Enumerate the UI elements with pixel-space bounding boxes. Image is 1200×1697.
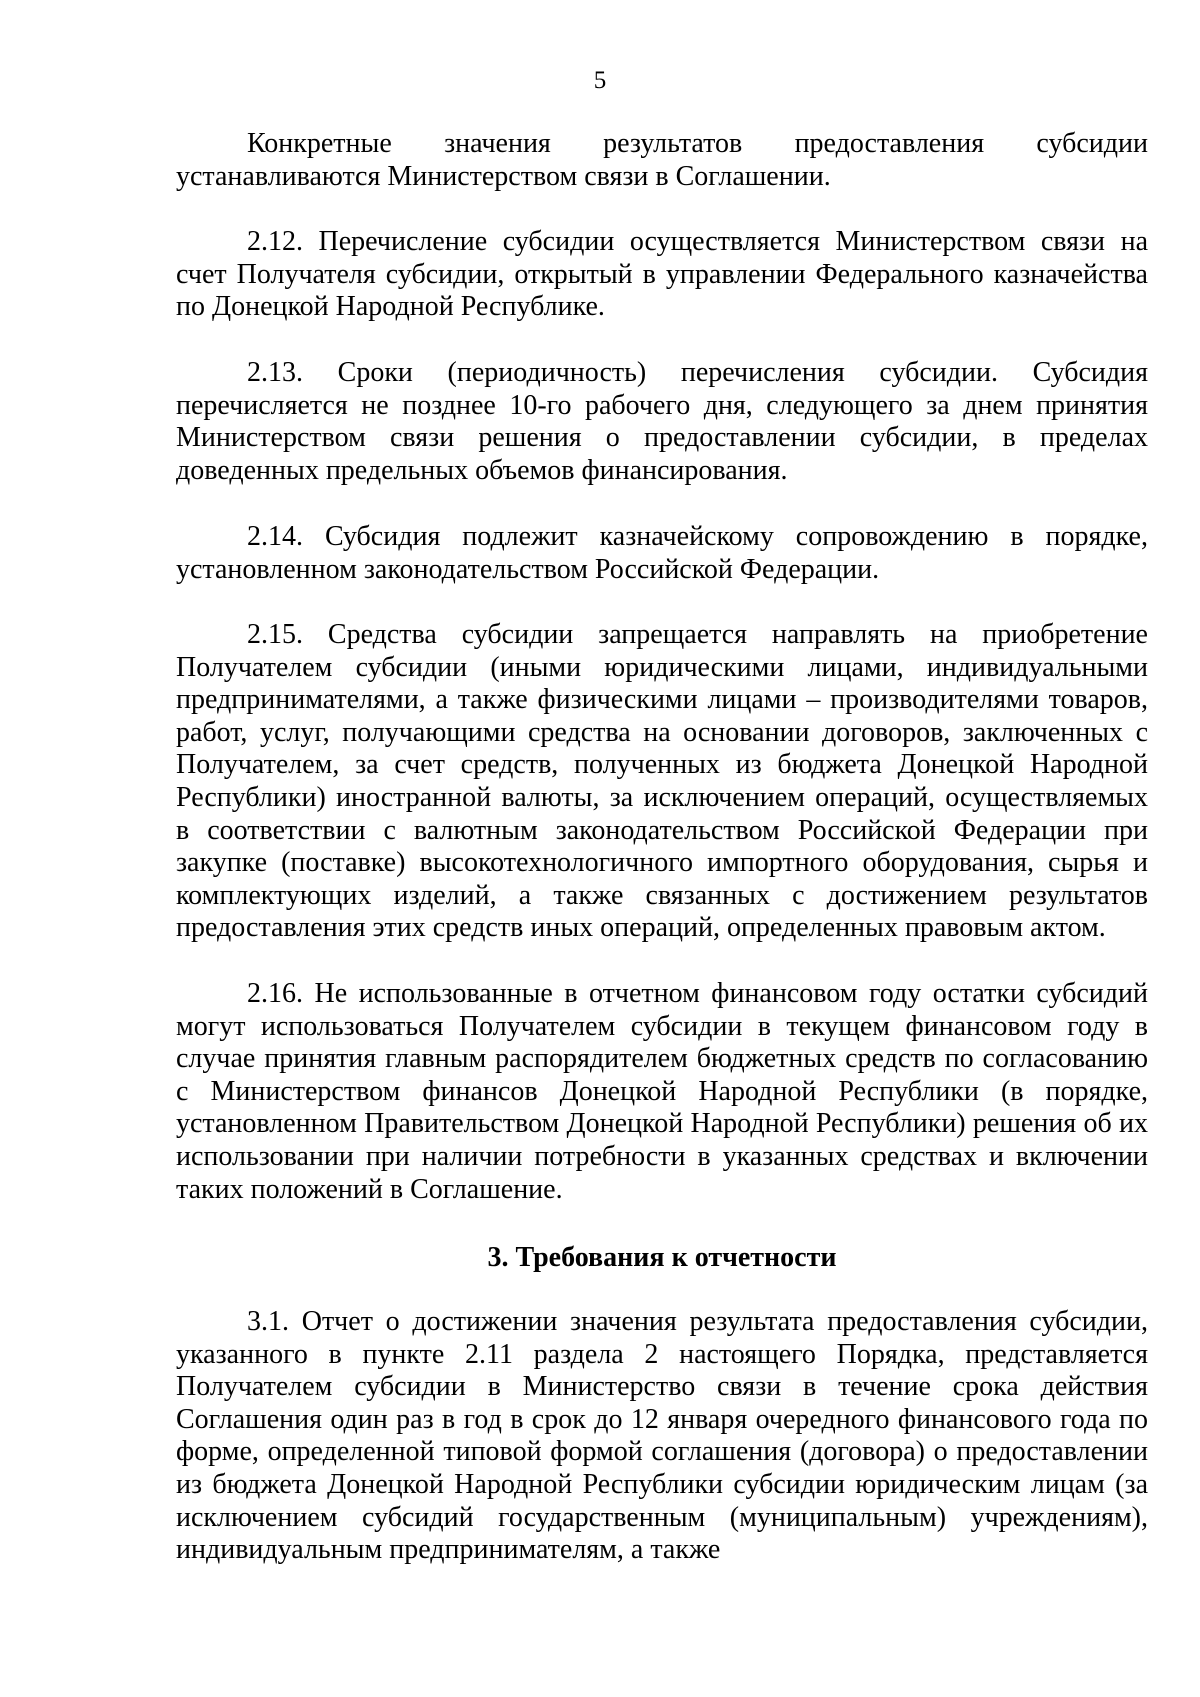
paragraph-2-15: 2.15. Средства субсидии запрещается направлять на приобретение Получателем субсидии (иными юридическими лицами, индивидуальными предпринимателями, а также физическими лицами – производителями товаров, работ, услуг, получающими средства на основании договоров, заключенных с Получателем, за счет средств, полученных из бюджета Донецкой Народной Республики) иностранной валюты, за исключением операций, осуществляемых в соответствии с валютным законодательством Российской Федерации при закупке (поставке) высокотехнологичного импортного оборудования, сырья и комплектующих изделий, а также связанных с достижением результатов предоставления этих средств иных операций, определенных правовым актом. <box>176 619 1148 944</box>
page-number: 5 <box>593 67 607 94</box>
paragraph-2-14: 2.14. Субсидия подлежит казначейскому сопровождению в порядке, установленном законодательством Российской Федерации. <box>176 521 1148 585</box>
paragraph-2-12: 2.12. Перечисление субсидии осуществляется Министерством связи на счет Получателя субсидии, открытый в управлении Федерального казначейства по Донецкой Народной Республике. <box>176 226 1148 323</box>
paragraph-2-11-continuation: Конкретные значения результатов предоставления субсидии устанавливаются Министерством связи в Соглашении. <box>176 128 1148 192</box>
section-3-heading: 3. Требования к отчетности <box>487 1242 837 1273</box>
paragraph-3-1: 3.1. Отчет о достижении значения результата предоставления субсидии, указанного в пункте 2.11 раздела 2 настоящего Порядка, представляется Получателем субсидии в Министерство связи в течение срока действия Соглашения один раз в год в срок до 12 января очередного финансового года по форме, определенной типовой формой соглашения (договора) о предоставлении из бюджета Донецкой Народной Республики субсидии юридическим лицам (за исключением субсидий государственным (муниципальным) учреждениям), индивидуальным предпринимателям, а также <box>176 1306 1148 1566</box>
paragraph-2-16: 2.16. Не использованные в отчетном финансовом году остатки субсидий могут использоваться Получателем субсидии в текущем финансовом году в случае принятия главным распорядителем бюджетных средств по согласованию с Министерством финансов Донецкой Народной Республики (в порядке, установленном Правительством Донецкой Народной Республики) решения об их использовании при наличии потребности в указанных средствах и включении таких положений в Соглашение. <box>176 978 1148 1205</box>
paragraph-2-13: 2.13. Сроки (периодичность) перечисления субсидии. Субсидия перечисляется не позднее 10-го рабочего дня, следующего за днем принятия Министерством связи решения о предоставлении субсидии, в пределах доведенных предельных объемов финансирования. <box>176 357 1148 486</box>
